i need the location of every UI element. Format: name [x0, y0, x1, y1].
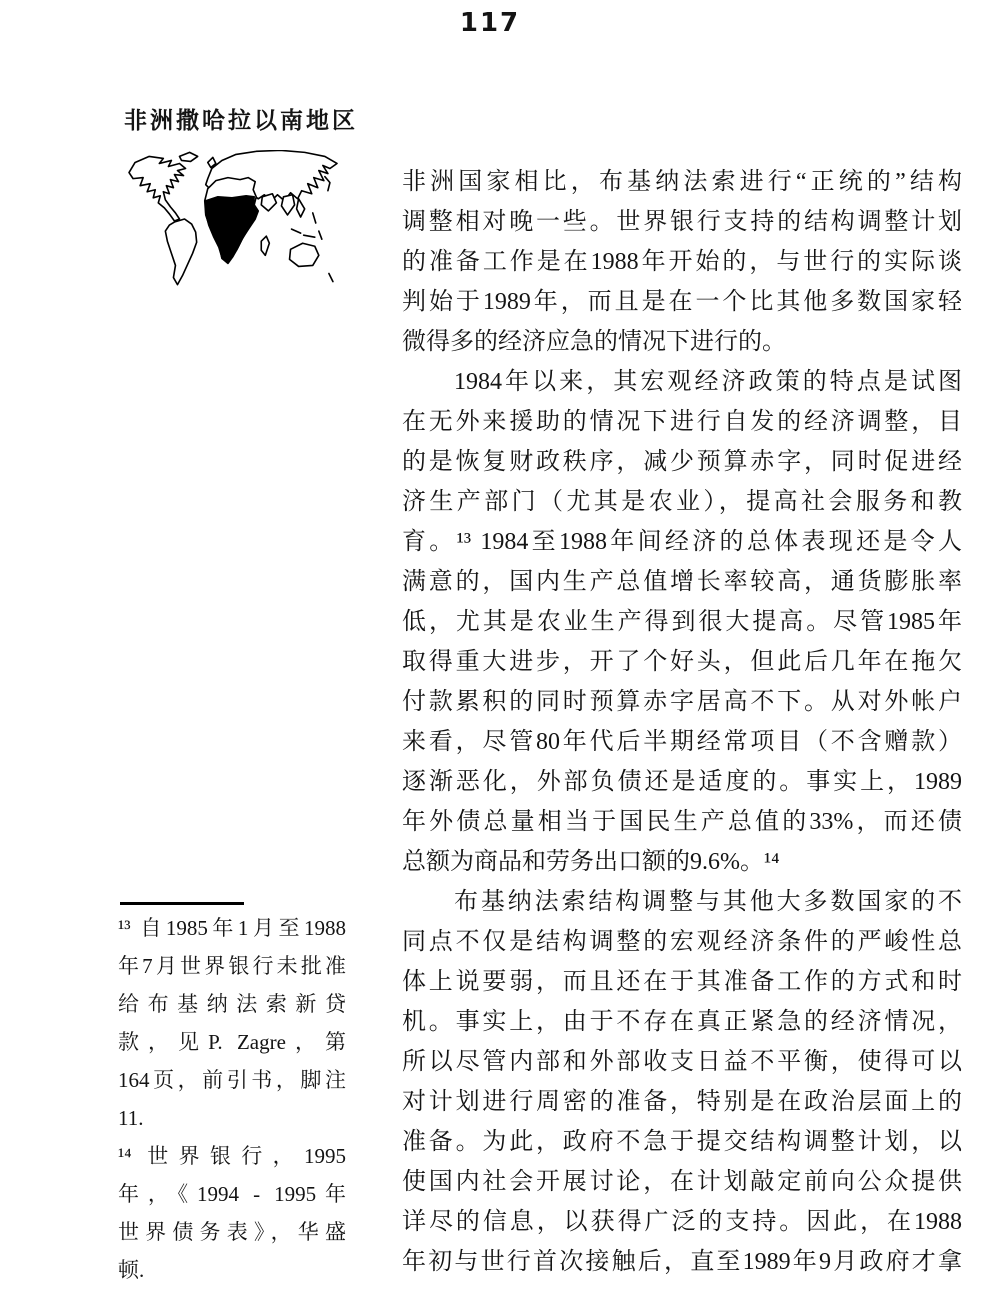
- text-line: 来看，尽管80年代后半期经常项目（不含赠款）: [402, 729, 962, 755]
- sub-saharan-africa-highlight: [206, 196, 257, 263]
- new-zealand-outline: [329, 274, 333, 282]
- new-guinea-outline: [319, 231, 322, 239]
- south-america-outline: [165, 219, 196, 285]
- japan-outline: [325, 177, 330, 191]
- text-line: 同点不仅是结构调整的宏观经济条件的严峻性总: [402, 929, 962, 955]
- india-outline: [281, 195, 294, 215]
- text-line: 调整相对晚一些。世界银行支持的结构调整计划: [402, 209, 962, 235]
- footnote-line: 11.: [118, 1106, 144, 1130]
- text-line: 济生产部门（尤其是农业），提高社会服务和教: [402, 489, 962, 515]
- footnote-line: 164页，前引书，脚注: [118, 1068, 346, 1092]
- text-line: 的是恢复财政秩序，减少预算赤字，同时促进经: [402, 449, 962, 475]
- indonesia-outline: [292, 229, 301, 233]
- text-line: 使国内社会开展讨论，在计划敲定前向公众提供: [402, 1169, 962, 1195]
- section-heading: 非洲撒哈拉以南地区: [124, 108, 358, 133]
- text-line: 布基纳法索结构调整与其他大多数国家的不: [454, 889, 962, 915]
- philippines-outline: [313, 213, 316, 223]
- indonesia-outline-2: [304, 235, 315, 237]
- text-line: 非洲国家相比，布基纳法索进行“正统的”结构: [402, 169, 962, 195]
- text-line: 育。¹³ 1984至1988年间经济的总体表现还是令人: [402, 529, 962, 555]
- text-line: 在无外来援助的情况下进行自发的经济调整，目: [402, 409, 962, 435]
- text-line: 1984年以来，其宏观经济政策的特点是试图: [454, 369, 962, 395]
- indochina-outline: [297, 199, 305, 217]
- north-america-outline: [129, 156, 186, 221]
- madagascar-outline: [261, 236, 269, 255]
- main-text-column: [402, 162, 962, 1282]
- text-line: 取得重大进步，开了个好头，但此后几年在拖欠: [402, 649, 962, 675]
- text-line: 详尽的信息，以获得广泛的支持。因此，在1988: [402, 1209, 962, 1235]
- text-line: 逐渐恶化，外部负债还是适度的。事实上，1989: [402, 769, 962, 795]
- footnote-line: 年，《1994 - 1995年: [118, 1182, 346, 1206]
- text-line: 体上说要弱，而且还在于其准备工作的方式和时: [402, 969, 962, 995]
- footnote-line: ¹³ 自1985年1月至1988: [118, 916, 346, 940]
- greenland-outline: [179, 152, 197, 161]
- text-line: 对计划进行周密的准备，特别是在政治层面上的: [402, 1089, 962, 1115]
- text-line: 所以尽管内部和外部收支日益不平衡，使得可以: [402, 1049, 962, 1075]
- text-line: 的准备工作是在1988年开始的，与世行的实际谈: [402, 249, 962, 275]
- footnote-line: 顿.: [118, 1258, 145, 1282]
- text-line: 微得多的经济应急的情况下进行的。: [402, 329, 786, 355]
- text-line: 年外债总量相当于国民生产总值的33%，而还债: [402, 809, 962, 835]
- text-line: 判始于1989年，而且是在一个比其他多数国家轻: [402, 289, 962, 315]
- footnotes-block: [118, 902, 346, 1289]
- text-line: 满意的，国内生产总值增长率较高，通货膨胀率: [402, 569, 962, 595]
- arabia-outline: [261, 194, 276, 211]
- text-line: 年初与世行首次接触后，直至1989年9月政府才拿: [402, 1249, 962, 1275]
- text-line: 付款累积的同时预算赤字居高不下。从对外帐户: [402, 689, 962, 715]
- world-map-icon: [127, 150, 339, 288]
- text-line: 准备。为此，政府不急于提交结构调整计划，以: [402, 1129, 962, 1155]
- footnote-line: 给布基纳法索新贷: [118, 992, 346, 1016]
- text-line: 总额为商品和劳务出口额的9.6%。¹⁴: [402, 849, 780, 875]
- footnote-separator: [120, 902, 244, 905]
- australia-outline: [290, 243, 319, 266]
- footnote-line: ¹⁴ 世界银行，1995: [118, 1144, 346, 1168]
- footnote-line: 年7月世界银行未批准: [118, 954, 346, 978]
- footnote-line: 款，见P. Zagre，第: [118, 1030, 346, 1054]
- text-line: 机。事实上，由于不存在真正紧急的经济情况，: [402, 1009, 962, 1035]
- text-line: 低，尤其是农业生产得到很大提高。尽管1985年: [402, 609, 962, 635]
- footnote-line: 世界债务表》，华盛: [118, 1220, 346, 1244]
- page-number: 117: [459, 8, 521, 38]
